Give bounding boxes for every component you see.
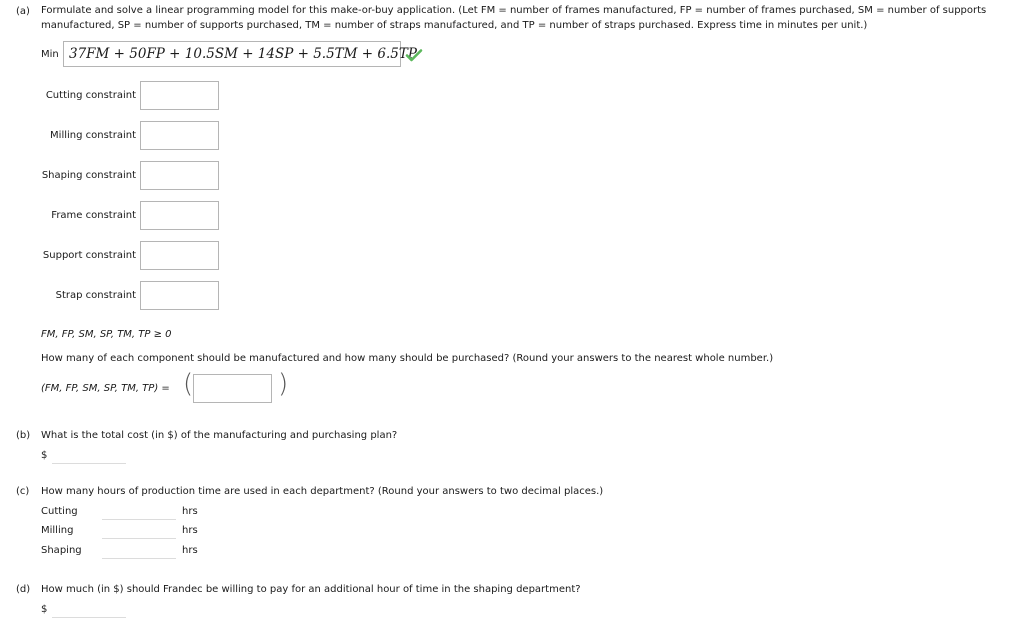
shaping-hour-value-input[interactable]	[52, 600, 126, 618]
milling-constraint-label: Milling constraint	[50, 130, 136, 141]
part-c-label: (c)	[16, 486, 30, 497]
objective-function-input[interactable]: 37FM + 50FP + 10.5SM + 14SP + 5.5TM + 6.5TP	[63, 41, 401, 67]
part-a-question	[41, 4, 1021, 33]
frame-constraint-input[interactable]	[140, 201, 219, 230]
frame-constraint-label: Frame constraint	[51, 210, 136, 221]
cutting-constraint-input[interactable]	[140, 81, 219, 110]
total-cost-input[interactable]	[52, 446, 126, 464]
shaping-constraint-input[interactable]	[140, 161, 219, 190]
cutting-hours-label: Cutting	[41, 506, 78, 517]
milling-hours-unit: hrs	[182, 525, 198, 536]
shaping-hours-input[interactable]	[102, 541, 176, 559]
milling-hours-input[interactable]	[102, 521, 176, 539]
open-paren: (	[183, 369, 194, 399]
solution-tuple-input[interactable]	[193, 374, 272, 403]
cutting-hours-unit: hrs	[182, 506, 198, 517]
support-constraint-label: Support constraint	[42, 250, 136, 261]
tuple-label: (FM, FP, SM, SP, TM, TP) =	[41, 383, 170, 394]
part-d-currency: $	[41, 604, 48, 615]
shaping-constraint-label: Shaping constraint	[41, 170, 136, 181]
part-c-question: How many hours of production time are used in each department? (Round your answers to two decimal places.)	[41, 486, 604, 497]
nonnegativity-text: FM, FP, SM, SP, TM, TP ≥ 0	[41, 329, 172, 340]
strap-constraint-input[interactable]	[140, 281, 219, 310]
support-constraint-input[interactable]	[140, 241, 219, 270]
part-a-question-line2: manufactured, SP = number of supports purchased, TM = number of straps manufactured, and TP = number of straps purchased. Express time in minutes per unit.)	[41, 19, 868, 31]
part-b-currency: $	[41, 450, 48, 461]
cutting-constraint-label: Cutting constraint	[45, 90, 136, 101]
checkmark-icon	[405, 48, 423, 62]
solution-question: How many of each component should be manufactured and how many should be purchased? (Round your answers to the nearest whole number.)	[41, 353, 774, 364]
shaping-hours-label: Shaping	[41, 545, 82, 556]
part-a-label: (a)	[16, 6, 30, 17]
part-b-question: What is the total cost (in $) of the manufacturing and purchasing plan?	[41, 430, 398, 441]
shaping-hours-unit: hrs	[182, 545, 198, 556]
milling-constraint-input[interactable]	[140, 121, 219, 150]
part-d-question: How much (in $) should Frandec be willing to pay for an additional hour of time in the shaping department?	[41, 584, 581, 595]
cutting-hours-input[interactable]	[102, 502, 176, 520]
close-paren: )	[278, 369, 289, 399]
part-b-label: (b)	[16, 430, 31, 441]
strap-constraint-label: Strap constraint	[55, 290, 136, 301]
milling-hours-label: Milling	[41, 525, 74, 536]
part-d-label: (d)	[16, 584, 31, 595]
min-label: Min	[41, 49, 59, 60]
part-a-question-line1: Formulate and solve a linear programming model for this make-or-buy application. (Let FM = number of frames manufactured, FP = number of frames purchased, SM = number of supports	[41, 5, 987, 16]
